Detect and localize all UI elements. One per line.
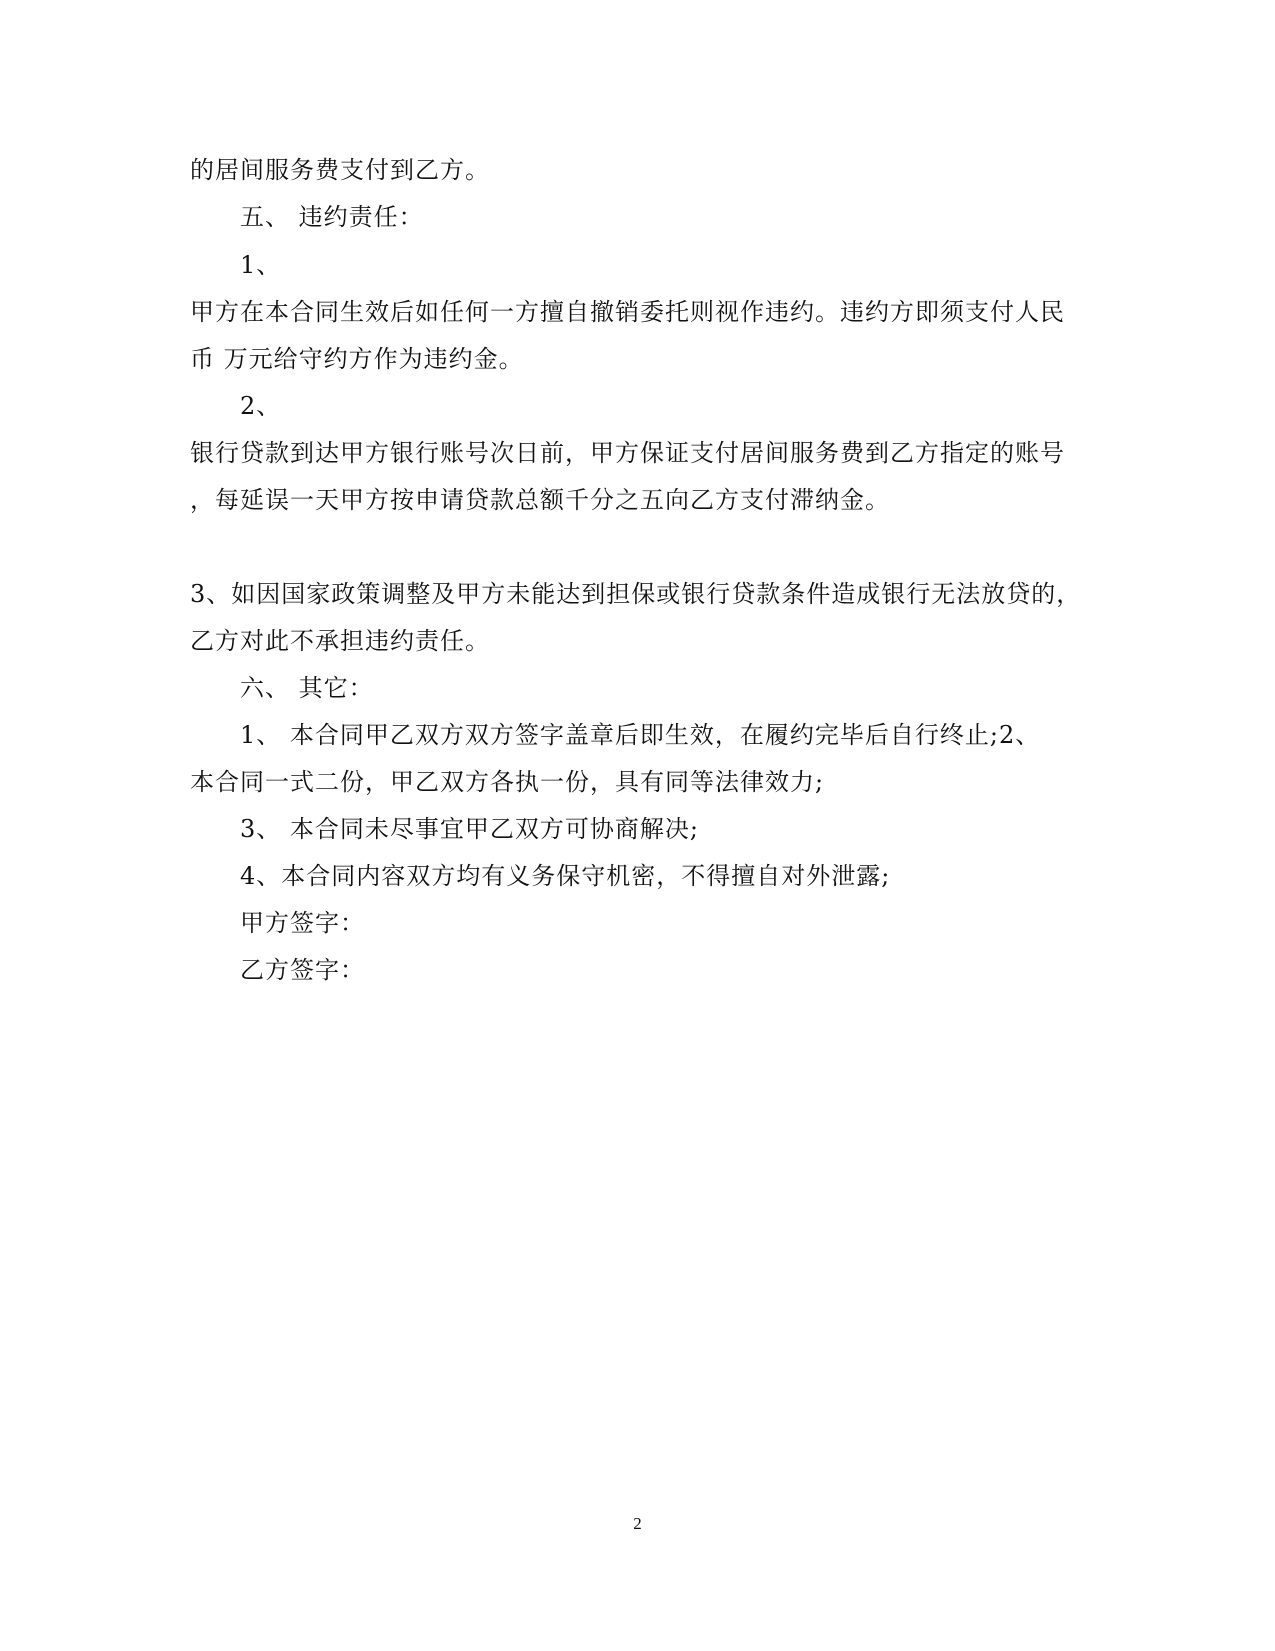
text-line-contract-effective: 1、 本合同甲乙双方双方签字盖章后即生效，在履约完毕后自行终止;2、	[240, 721, 1041, 749]
clause-number-1: 1、	[240, 251, 282, 279]
text-line-liquidated-damages: 币 万元给守约方作为违约金。	[190, 345, 524, 373]
text-line-policy-adjustment: 3、如因国家政策调整及甲方未能达到担保或银行贷款条件造成银行无法放贷的，	[190, 580, 1082, 608]
text-line-two-copies: 本合同一式二份，甲乙双方各执一份，具有同等法律效力;	[190, 768, 825, 796]
clause-number-2: 2、	[240, 392, 282, 420]
party-a-signature-label: 甲方签字：	[240, 909, 365, 937]
text-line-late-fee: ，每延误一天甲方按申请贷款总额千分之五向乙方支付滞纳金。	[190, 486, 890, 514]
text-line-service-fee-end: 的居间服务费支付到乙方。	[190, 156, 490, 184]
text-line-no-liability: 乙方对此不承担违约责任。	[190, 627, 490, 655]
text-line-negotiation: 3、 本合同未尽事宜甲乙双方可协商解决;	[240, 815, 699, 843]
section-heading-breach: 五、 违约责任：	[240, 203, 424, 231]
text-line-confidentiality: 4、本合同内容双方均有义务保守机密，不得擅自对外泄露;	[240, 862, 891, 890]
page-number: 2	[633, 1514, 642, 1533]
party-b-signature-label: 乙方签字：	[240, 956, 365, 984]
text-line-revoke-commission: 甲方在本合同生效后如任何一方擅自撤销委托则视作违约。违约方即须支付人民	[190, 298, 1065, 326]
text-line-bank-loan-payment: 银行贷款到达甲方银行账号次日前，甲方保证支付居间服务费到乙方指定的账号	[190, 439, 1065, 467]
section-heading-other: 六、 其它：	[240, 674, 374, 702]
